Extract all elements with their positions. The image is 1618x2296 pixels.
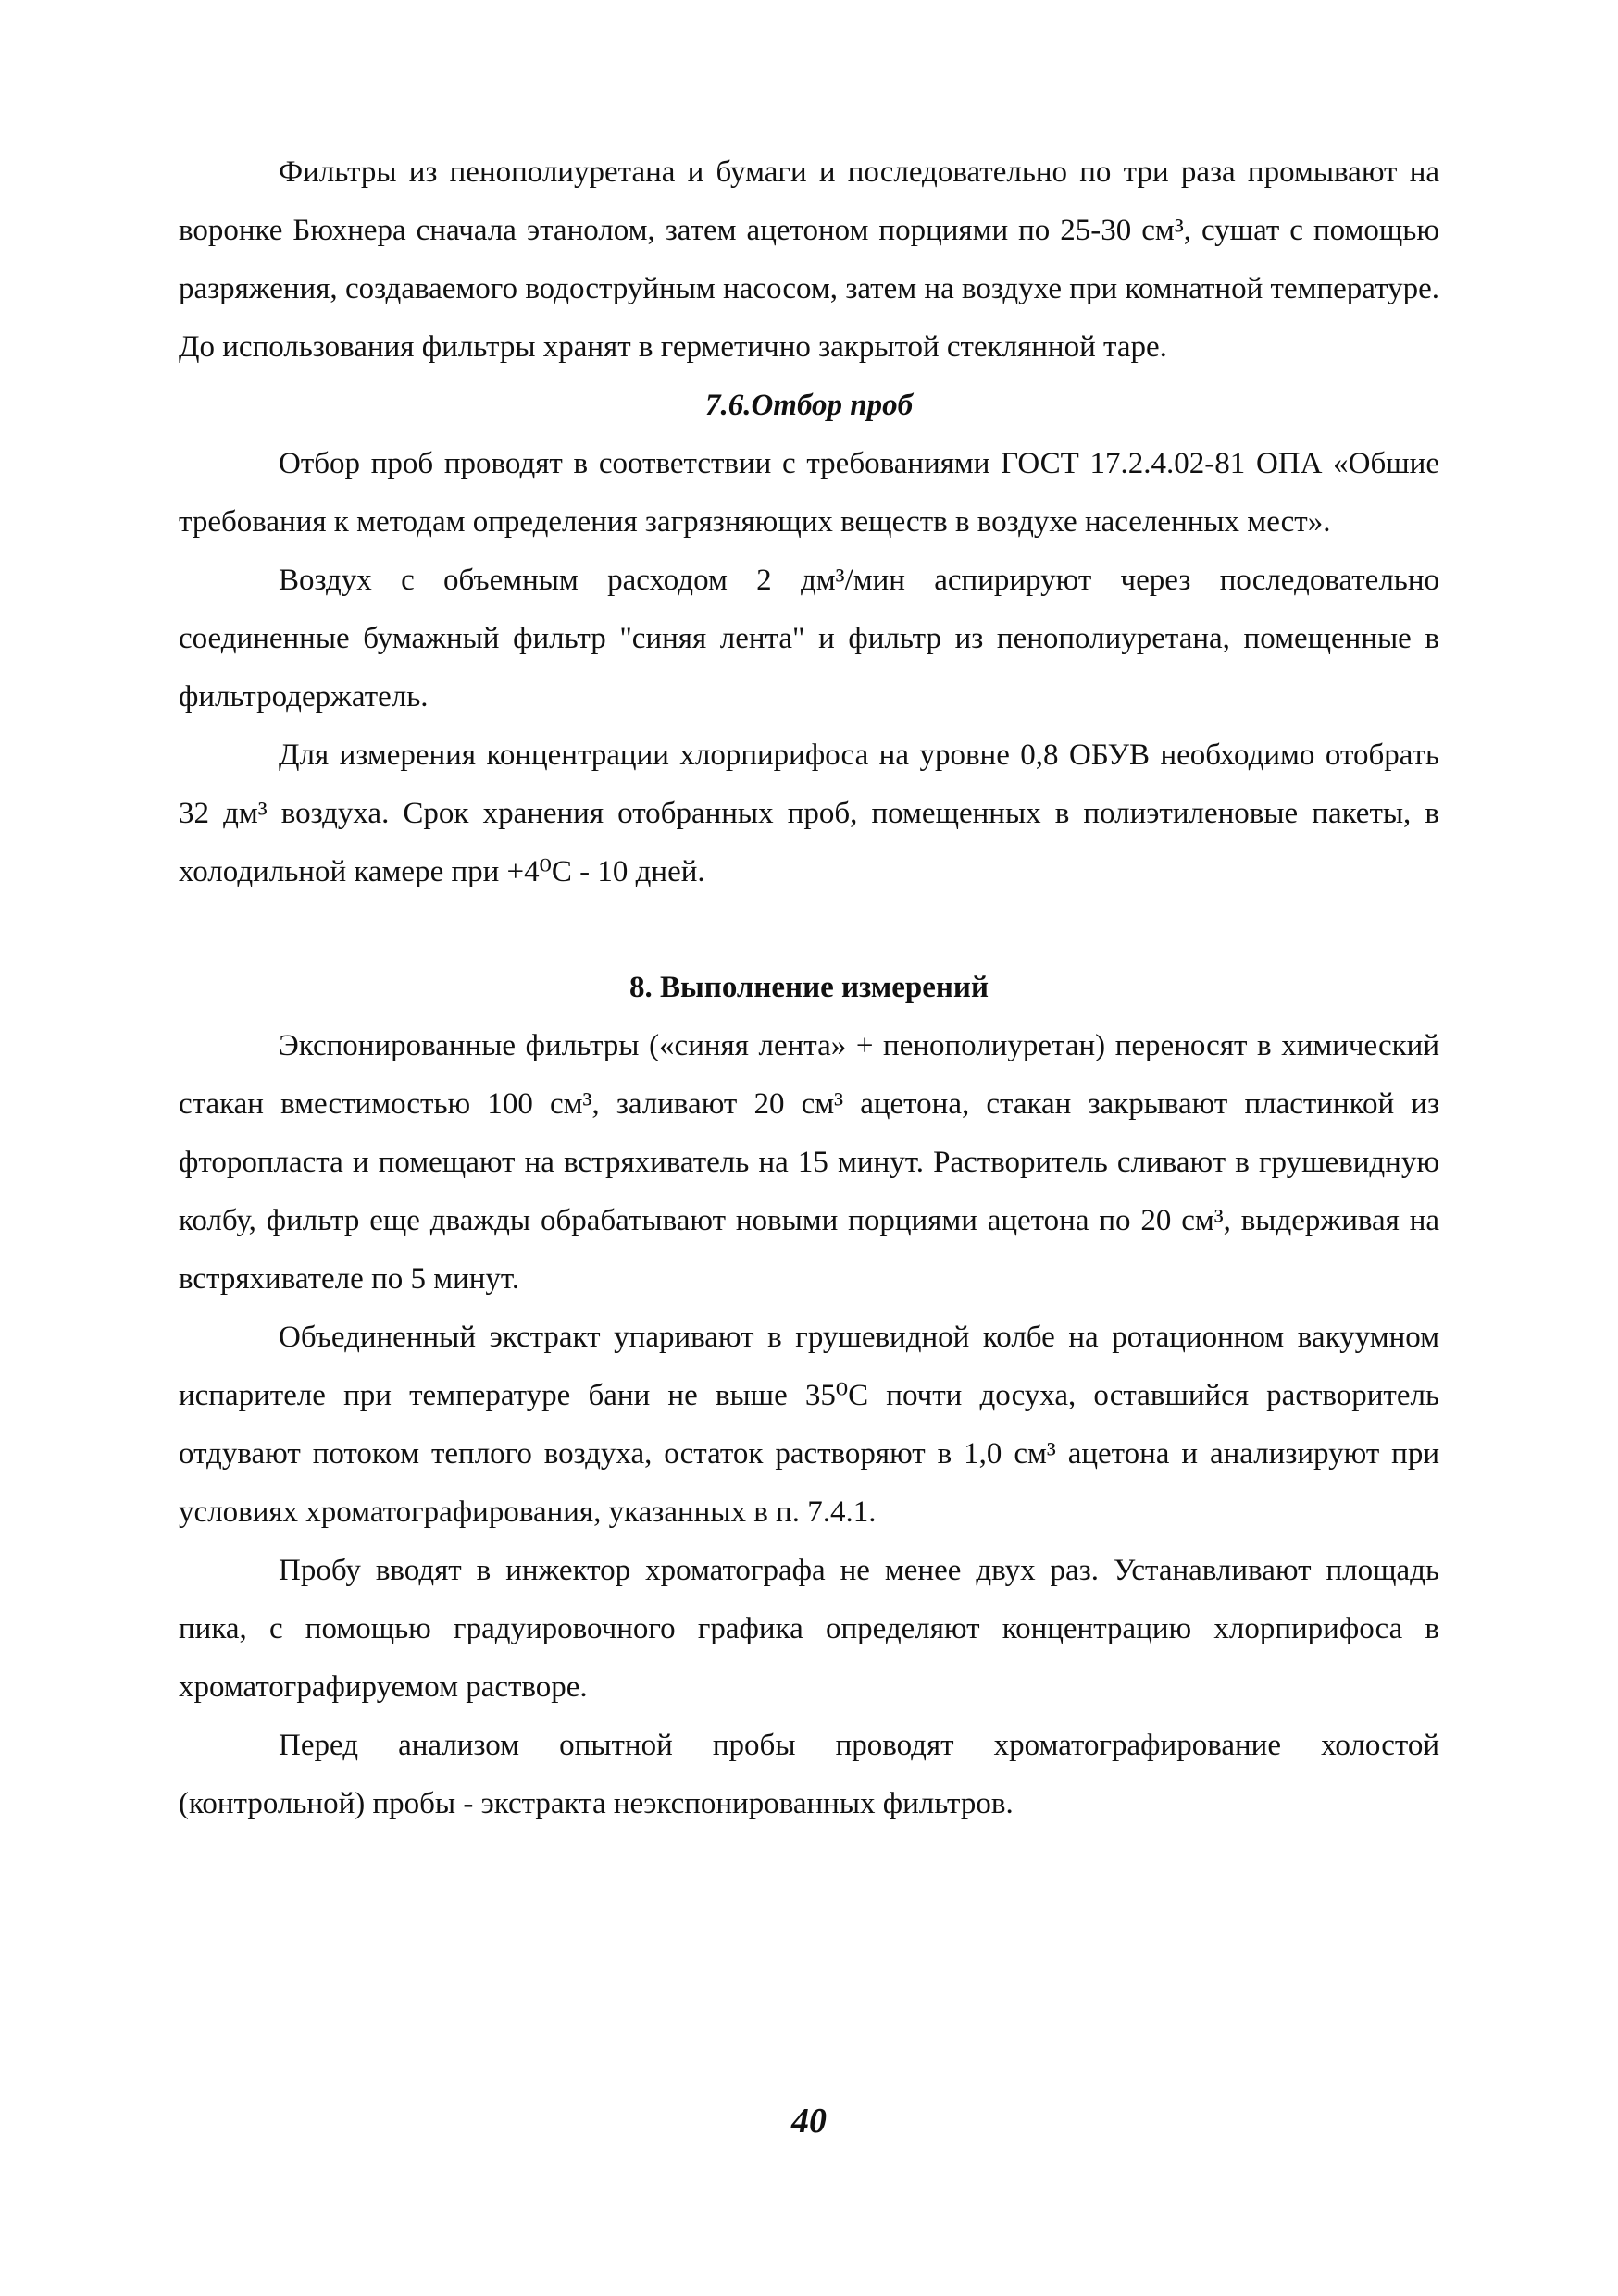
paragraph-injection: Пробу вводят в инжектор хроматографа не менее двух раз. Устанавливают площадь пика, с помощью градуировочного графика определяют концентрацию хлорпирифоса в хроматографируемом растворе.	[179, 1554, 1439, 1704]
paragraph-blank-sample: Перед анализом опытной пробы проводят хроматографирование холостой (контрольной) пробы - экстракта неэкспонированных фильтров.	[179, 1729, 1439, 1820]
paragraph-sampling-standard: Отбор проб проводят в соответствии с требованиями ГОСТ 17.2.4.02-81 ОПА «Обшие требования к методам определения загрязняющих веществ в воздухе населенных мест».	[179, 447, 1439, 539]
subsection-heading-sampling: 7.6.Отбор проб	[704, 389, 914, 422]
document-page	[179, 143, 1439, 1833]
page-number: 40	[791, 2102, 827, 2141]
paragraph-extraction: Экспонированные фильтры («синяя лента» + пенополиуретан) переносят в химический стакан вместимостью 100 см³, заливают 20 см³ ацетона, стакан закрывают пластинкой из фторопласта и помещают на встряхиватель на 15 минут. Растворитель сливают в грушевидную колбу, фильтр еще дважды обрабатывают новыми порциями ацетона по 20 см³, выдерживая на встряхивателе по 5 минут.	[179, 1029, 1439, 1296]
paragraph-filter-washing: Фильтры из пенополиуретана и бумаги и последовательно по три раза промывают на воронке Бюхнера сначала этанолом, затем ацетоном порциями по 25-30 см³, сушат с помощью разряжения, создаваемого водоструйным насосом, затем на воздухе при комнатной температуре. До использования фильтры хранят в герметично закрытой стеклянной таре.	[179, 155, 1439, 364]
paragraph-sample-volume: Для измерения концентрации хлорпирифоса на уровне 0,8 ОБУВ необходимо отобрать 32 дм³ воздуха. Срок хранения отобранных проб, помещенных в полиэтиленовые пакеты, в холодильной камере при +4⁰С - 10 дней.	[179, 738, 1439, 888]
paragraph-evaporation: Объединенный экстракт упаривают в грушевидной колбе на ротационном вакуумном испарителе при температуре бани не выше 35⁰С почти досуха, оставшийся растворитель отдувают потоком теплого воздуха, остаток растворяют в 1,0 см³ ацетона и анализируют при условиях хроматографирования, указанных в п. 7.4.1.	[179, 1321, 1439, 1529]
paragraph-air-aspiration: Воздух с объемным расходом 2 дм³/мин аспирируют через последовательно соединенные бумажный фильтр "синяя лента" и фильтр из пенополиуретана, помещенные в фильтродержатель.	[179, 564, 1439, 714]
section-heading-measurements: 8. Выполнение измерений	[629, 971, 989, 1004]
